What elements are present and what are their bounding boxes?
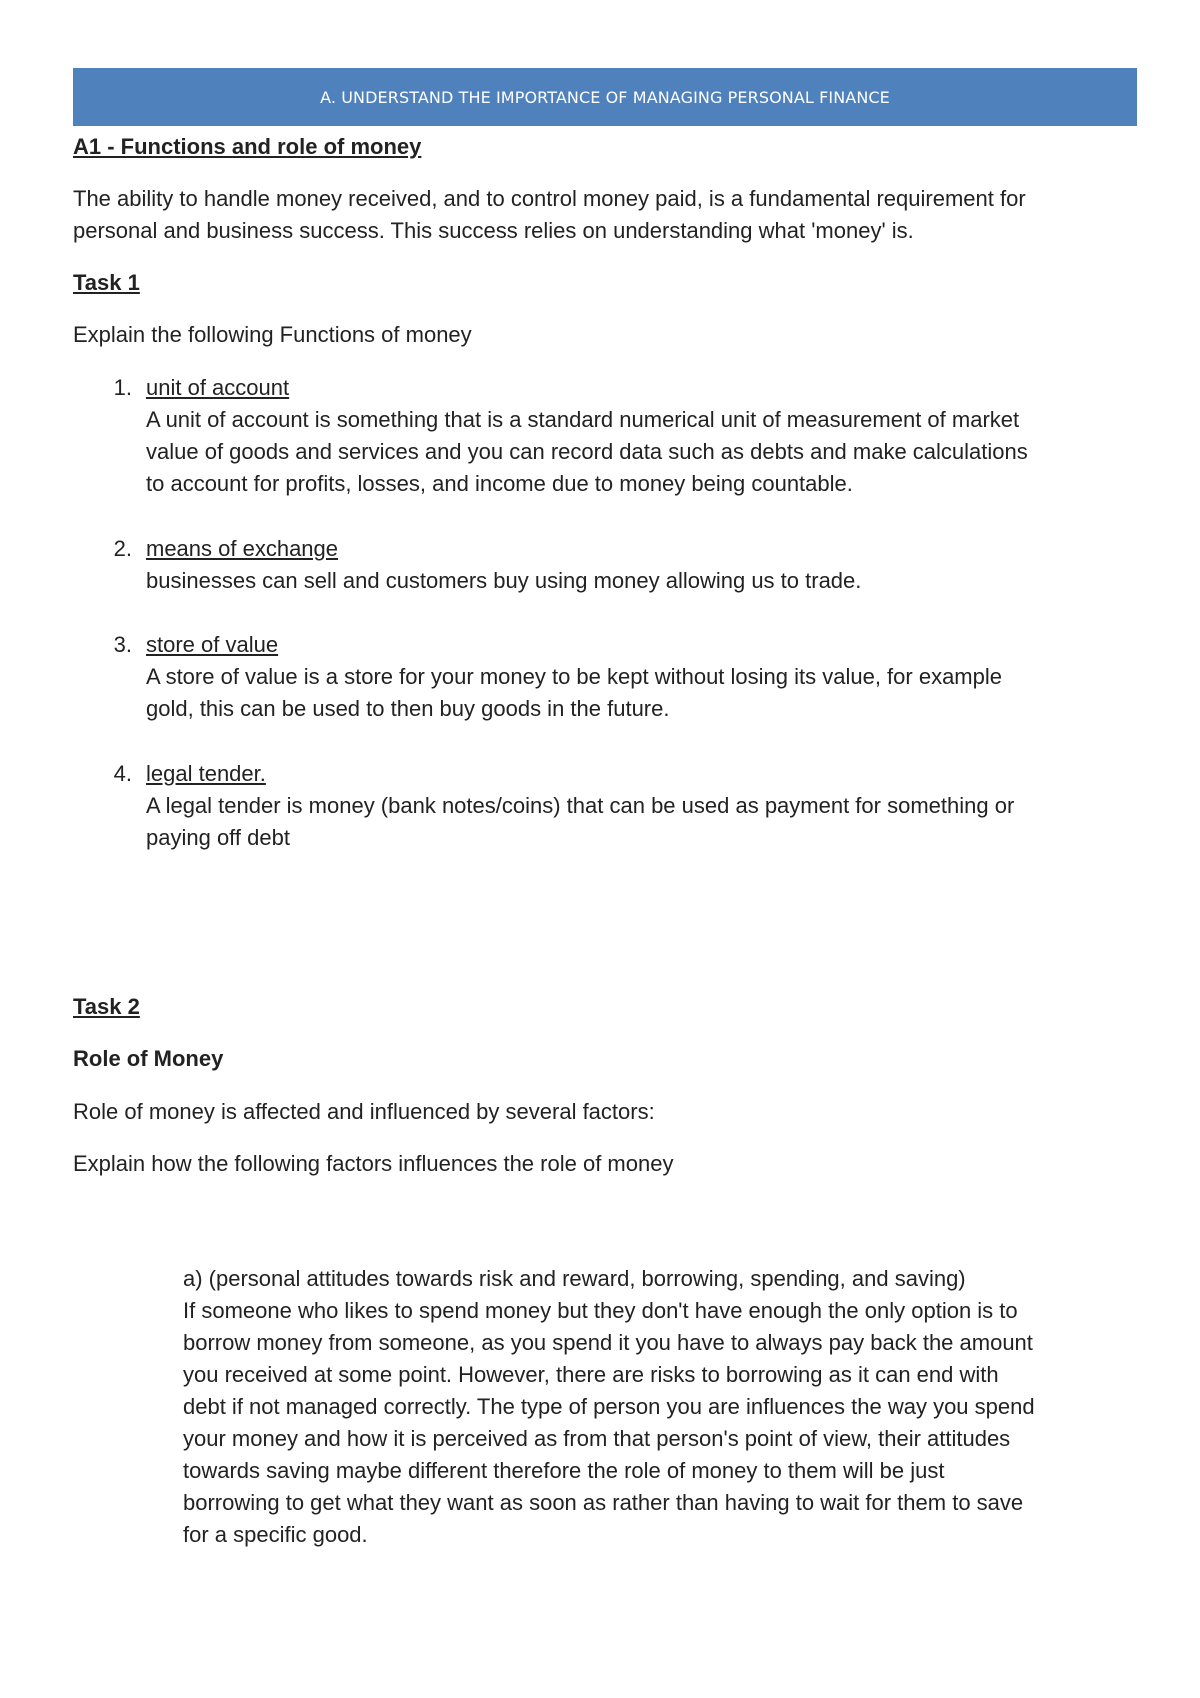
list-number: 3. [113,632,132,657]
header-banner [73,68,1137,126]
factor-line: for a specific good. [183,1522,368,1547]
intro-paragraph [73,183,1026,247]
task2-prompt: Explain how the following factors influences the role of money [73,1151,674,1176]
factor-line: borrowing to get what they want as soon as rather than having to wait for them to save [183,1490,1024,1515]
list-item-means-of-exchange [146,533,861,597]
list-number: 2. [113,536,132,561]
factor-line: towards saving maybe different therefore the role of money to them will be just [183,1458,945,1483]
factor-line: borrow money from someone, as you spend it you have to always pay back the amount [183,1330,1033,1355]
list-item-line: A store of value is a store for your money to be kept without losing its value, for example [146,664,1002,689]
factor-label: a) (personal attitudes towards risk and reward, borrowing, spending, and saving) [183,1266,966,1291]
list-item-line: A legal tender is money (bank notes/coins) that can be used as payment for something or [146,793,1015,818]
factor-line: you received at some point. However, there are risks to borrowing as it can end with [183,1362,999,1387]
list-number: 4. [113,761,132,786]
task2-text: Role of money is affected and influenced by several factors: [73,1099,655,1124]
task2-title: Task 2 [73,994,140,1019]
list-item-legal-tender [146,758,1014,854]
task1-title: Task 1 [73,270,140,295]
intro-line: personal and business success. This success relies on understanding what 'money' is. [73,218,914,243]
section-heading: A1 - Functions and role of money [73,134,422,159]
list-item-term: store of value [146,632,279,657]
factor-line: your money and how it is perceived as from that person's point of view, their attitudes [183,1426,1011,1451]
task2-subheading: Role of Money [73,1046,224,1071]
factor-line: debt if not managed correctly. The type of person you are influences the way you spend [183,1394,1035,1419]
list-item-line: value of goods and services and you can record data such as debts and make calculations [146,439,1028,464]
list-item-term: unit of account [146,375,290,400]
factor-a [183,1263,1035,1551]
task1-prompt: Explain the following Functions of money [73,322,472,347]
intro-line: The ability to handle money received, and to control money paid, is a fundamental requirement for [73,186,1026,211]
list-item-line: businesses can sell and customers buy using money allowing us to trade. [146,568,862,593]
list-item-line: paying off debt [146,825,290,850]
banner-title: A. UNDERSTAND THE IMPORTANCE OF MANAGING PERSONAL FINANCE [320,87,890,107]
list-item-line: A unit of account is something that is a standard numerical unit of measurement of market [146,407,1020,432]
list-item-unit-of-account [146,372,1028,500]
list-item-term: means of exchange [146,536,339,561]
list-number: 1. [113,375,132,400]
list-item-store-of-value [146,629,1002,725]
list-item-line: gold, this can be used to then buy goods in the future. [146,696,670,721]
list-item-term: legal tender. [146,761,266,786]
factor-line: If someone who likes to spend money but they don't have enough the only option is to [183,1298,1018,1323]
list-item-line: to account for profits, losses, and income due to money being countable. [146,471,853,496]
